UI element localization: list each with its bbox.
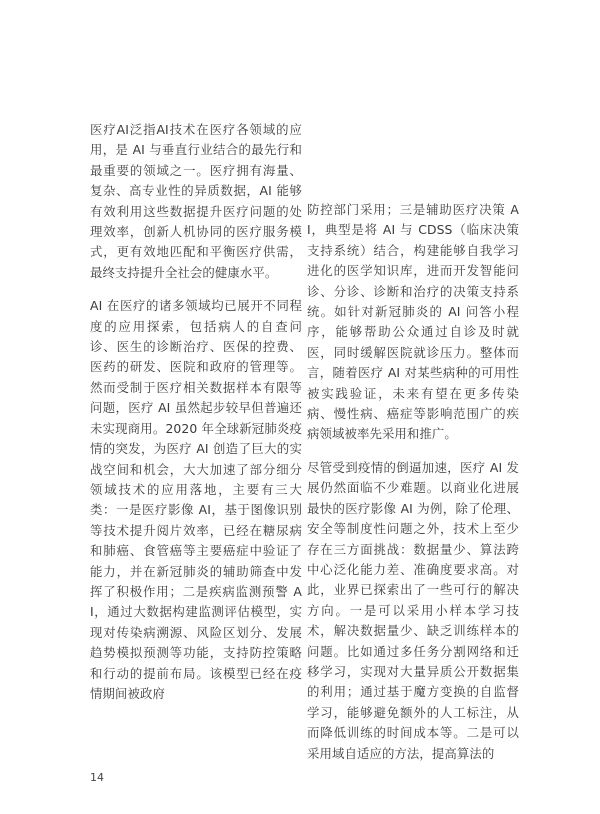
paragraph-intro: 医疗AI泛指AI技术在医疗各领域的应用，是 AI 与垂直行业结合的最先行和最重要的领域之一。医疗拥有海量、复杂、高专业性的异质数据，AI 能够有效利用这些数据提升医疗问题的处理效率，创新人机协同的医疗服务模式，更有效地匹配和平衡医疗供需，最终支持提升全社会的健康水平。 (90, 122, 302, 280)
paragraph-challenges: 尽管受到疫情的倒逼加速，医疗 AI 发展仍然面临不少难题。以商业化进展最快的医疗影像 AI 为例，除了伦理、安全等制度性问题之外，技术上至少存在三方面挑战：数据量少、算法跨中心泛化能力差、准确度要求高。对此，业界已探索出了一些可行的解决方向。一是可以采用小样本学习技术，解决数据量少、缺乏训练样本的问题。比如通过多任务分割网络和迁移学习，实现对大量异质公开数据集的利用；通过基于魔方变换的自监督学习，能够避免额外的人工标注，从而降低训练的时间成本等。二是可以采用域自适应的方法，提高算法的 (307, 459, 519, 761)
paragraph-decision-support: 防控部门采用；三是辅助医疗决策 AI，典型是将 AI 与 CDSS（临床决策支持系统）结合，构建能够自我学习进化的医学知识库，进而开发智能问诊、分诊、诊断和治疗的决策支持系统。如针对新冠肺炎的 AI 问答小程序，能够帮助公众通过自诊及时就医，同时缓解医院就诊压力。整体而言，随着医疗 AI 对某些病种的可用性被实践验证，未来有望在更多传染病、慢性病、癌症等影响范围广的疾病领域被率先采用和推广。 (307, 202, 519, 442)
right-column (307, 200, 519, 777)
page-number: 14 (90, 771, 104, 784)
left-column (90, 120, 302, 717)
paragraph-applications: AI 在医疗的诸多领域均已展开不同程度的应用探索，包括病人的自查问诊、医生的诊断治疗、医保的控费、医药的研发、医院和政府的管理等。然而受制于医疗相关数据样本有限等问题，医疗 AI 虽然起步较早但普遍还未实现商用。2020 年全球新冠肺炎疫情的突发，为医疗 AI 创造了巨大的实战空间和机会，大大加速了部分细分领域技术的应用落地，主要有三大类：一是医疗影像 AI，基于图像识别等技术提升阅片效率，已经在糖尿病和肺癌、食管癌等主要癌症中验证了能力，并在新冠肺炎的辅助筛查中发挥了积极作用；二是疾病监测预警 AI，通过大数据构建监测评估模型，实现对传染病溯源、风险区划分、发展趋势模拟预测等功能，支持防控策略和行动的提前布局。该模型已经在疫情期间被政府 (90, 298, 302, 701)
